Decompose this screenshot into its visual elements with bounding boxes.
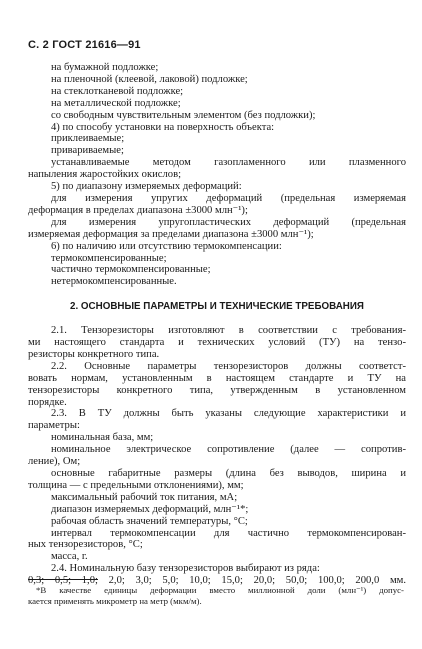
running-head: С. 2 ГОСТ 21616—91 xyxy=(28,39,141,51)
text-line: приклеиваемые; xyxy=(51,133,125,145)
text-line: вовать нормам, установленным в настоящем стандарте и ТУ на xyxy=(28,372,406,384)
text-line: порядке. xyxy=(28,396,67,408)
text-line: номинальное электрическое сопротивление (далее — сопротив- xyxy=(51,444,406,456)
text-line: интервал термокомпенсации для частично термокомпенсирован- xyxy=(51,527,406,539)
footnote xyxy=(28,585,404,606)
section-title: 2. ОСНОВНЫЕ ПАРАМЕТРЫ И ТЕХНИЧЕСКИЕ ТРЕБОВАНИЯ xyxy=(70,301,364,313)
text-line: на металлической подложке; xyxy=(51,97,181,109)
text-line: со свободным чувствительным элементом (без подложки); xyxy=(51,109,316,121)
text-line: деформация в пределах диапазона ±3000 млн⁻¹); xyxy=(28,204,248,216)
text-line: устанавливаемые методом газопламенного или плазменного xyxy=(51,157,406,169)
document-body xyxy=(28,62,406,587)
text-line: нетермокомпенсированные. xyxy=(51,276,177,288)
text-line: 5) по диапазону измеряемых деформаций: xyxy=(51,181,242,193)
text-line: для измерения упругопластических деформаций (предельная xyxy=(51,216,406,228)
text-line: толщина — с предельными отклонениями), мм; xyxy=(28,479,244,491)
text-line: тензорезисторы конкретного типа, утвержденным в установленном xyxy=(28,384,406,396)
footnote-line: *В качестве единицы деформации вместо миллионной доли (млн⁻¹) допус- xyxy=(36,585,404,595)
text-line: на пленочной (клеевой, лаковой) подложке; xyxy=(51,73,248,85)
footnote-divider xyxy=(28,579,98,580)
text-line: номинальная база, мм; xyxy=(51,432,154,444)
text-line: максимальный рабочий ток питания, мА; xyxy=(51,491,238,503)
text-line: рабочая область значений температуры, °С; xyxy=(51,515,248,527)
text-line: на стеклотканевой подложке; xyxy=(51,85,184,97)
text-line: 6) по наличию или отсутствию термокомпенсации: xyxy=(51,240,282,252)
text-line: 2.1. Тензорезисторы изготовляют в соответствии с требования- xyxy=(51,325,406,337)
text-line: параметры: xyxy=(28,420,80,432)
text-line: напыления жаростойких окислов; xyxy=(28,169,182,181)
text-line: термокомпенсированные; xyxy=(51,252,167,264)
text-line: резисторы конкретного типа. xyxy=(28,348,160,360)
text-line: 0,3; 0,5; 1,0; 2,0; 3,0; 5,0; 10,0; 15,0; 20,0; 50,0; 100,0; 200,0 мм. xyxy=(28,575,406,587)
text-line: для измерения упругих деформаций (предельная измеряемая xyxy=(51,192,406,204)
text-line: 2.2. Основные параметры тензорезисторов должны соответст- xyxy=(51,360,406,372)
text-line: ми настоящего стандарта и технических условий (ТУ) на тензо- xyxy=(28,337,406,349)
text-line: диапазон измеряемых деформаций, млн⁻¹*; xyxy=(51,503,249,515)
text-line: ных тензорезисторов, °С; xyxy=(28,539,143,551)
text-line: основные габаритные размеры (длина без выводов, ширина и xyxy=(51,468,406,479)
text-line: 2.4. Номинальную базу тензорезисторов выбирают из ряда: xyxy=(51,563,320,575)
text-line: частично термокомпенсированные; xyxy=(51,264,211,276)
text-line: ление), Ом; xyxy=(28,456,81,468)
text-line: 2.3. В ТУ должны быть указаны следующие характеристики и xyxy=(51,408,406,420)
text-line: на бумажной подложке; xyxy=(51,62,159,73)
text-line: масса, г. xyxy=(51,551,88,563)
text-line: привариваемые; xyxy=(51,145,124,157)
footnote-line: кается применять микрометр на метр (мкм/м). xyxy=(28,595,202,606)
text-line: 4) по способу установки на поверхность объекта: xyxy=(51,121,275,133)
text-line: измеряемая деформация за пределами диапазона ±3000 млн⁻¹); xyxy=(28,228,314,240)
